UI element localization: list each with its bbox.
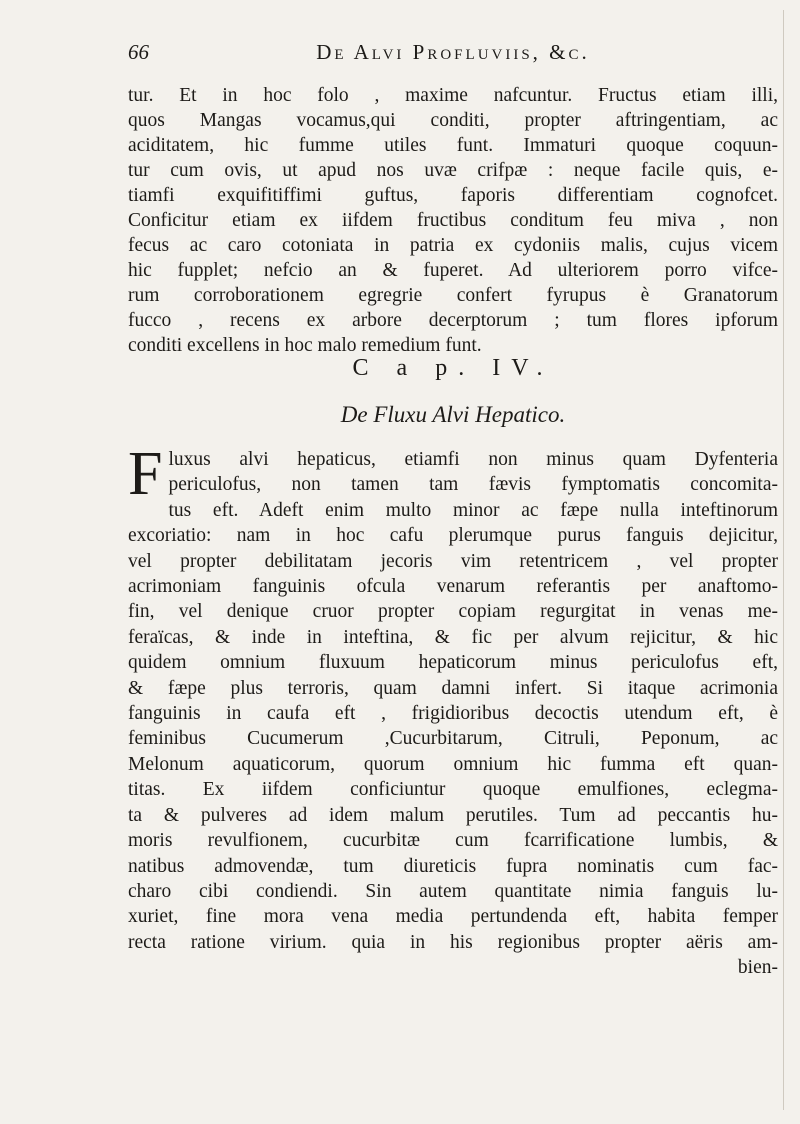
text-line: xuriet, fine mora vena media pertundenda eft, habita femper bbox=[128, 906, 778, 928]
text-line: feraïcas, & inde in inteftina, & fic per alvum rejicitur, & hic bbox=[128, 626, 778, 648]
text-line: aciditatem, hic fumme utiles funt. Immaturi quoque coquun- bbox=[128, 135, 778, 156]
catchword: bien- bbox=[737, 957, 778, 979]
drop-cap: F bbox=[128, 440, 163, 508]
text-line: fucco , recens ex arbore decerptorum ; tum flores ipforum bbox=[128, 310, 778, 331]
text-line: luxus alvi hepaticus, etiamfi non minus quam Dyfenteria bbox=[168, 449, 778, 470]
text-line: Conficitur etiam ex iifdem fructibus conditum feu miva , non bbox=[128, 210, 778, 231]
text-line: fin, vel denique cruor propter copiam regurgitat in venas me- bbox=[128, 601, 778, 623]
text-line: moris revulfionem, cucurbitæ cum fcarrificatione lumbis, & bbox=[128, 830, 778, 852]
text-line: titas. Ex iifdem conficiuntur quoque emulfiones, eclegma- bbox=[128, 779, 778, 801]
chapter-title: De Fluxu Alvi Hepatico. bbox=[340, 402, 566, 427]
text-line: vel propter debilitatam jecoris vim retentricem , vel propter bbox=[128, 550, 778, 572]
text-line: ta & pulveres ad idem malum perutiles. Tum ad peccantis hu- bbox=[128, 804, 778, 826]
page-number: 66 bbox=[128, 40, 149, 64]
text-line: rum corroborationem egregrie confert fyrupus è Granatorum bbox=[128, 285, 778, 306]
running-head: De Alvi Profluviis, &c. bbox=[316, 40, 590, 64]
text-line: excoriatio: nam in hoc cafu plerumque purus fanguis dejicitur, bbox=[128, 525, 778, 547]
text-line: Melonum aquaticorum, quorum omnium hic fumma eft quan- bbox=[128, 753, 778, 775]
chapter-body bbox=[128, 440, 778, 981]
text-line: conditi excellens in hoc malo remedium funt. bbox=[128, 335, 482, 356]
text-line: recta ratione virium. quia in his regionibus propter aëris am- bbox=[128, 931, 778, 953]
page-edge bbox=[783, 10, 784, 1110]
text-line: tur cum ovis, ut apud nos uvæ crifpæ : neque facile quis, e- bbox=[128, 160, 778, 181]
text-line: hic fupplet; nefcio an & fuperet. Ad ulteriorem porro vifce- bbox=[128, 260, 778, 281]
paragraph-continuation bbox=[128, 83, 778, 358]
text-line: natibus admovendæ, tum diureticis fupra nominatis cum fac- bbox=[128, 855, 778, 877]
text-line: fecus ac caro cotoniata in patria ex cydoniis malis, cujus vicem bbox=[128, 235, 778, 256]
page-header bbox=[128, 40, 778, 80]
text-line: tus eft. Adeft enim multo minor ac fæpe nulla inteftinorum bbox=[168, 499, 778, 521]
chapter-heading: C a p. IV. bbox=[352, 355, 554, 381]
text-line: periculofus, non tamen tam fævis fymptomatis concomita- bbox=[168, 474, 778, 496]
text-line: fanguinis in caufa eft , frigidioribus decoctis utendum eft, è bbox=[128, 703, 778, 725]
text-line: quos Mangas vocamus,qui conditi, propter aftringentiam, ac bbox=[128, 110, 778, 131]
text-line: charo cibi condiendi. Sin autem quantitate nimia fanguis lu- bbox=[128, 880, 778, 902]
text-line: & fæpe plus terroris, quam damni infert. Si itaque acrimonia bbox=[128, 677, 778, 699]
text-line: acrimoniam fanguinis ofcula venarum referantis per anaftomo- bbox=[128, 576, 778, 598]
text-line: tur. Et in hoc folo , maxime nafcuntur. Fructus etiam illi, bbox=[128, 85, 778, 106]
text-line: quidem omnium fluxuum hepaticorum minus periculofus eft, bbox=[128, 652, 778, 674]
text-line: feminibus Cucumerum ,Cucurbitarum, Citruli, Peponum, ac bbox=[128, 728, 778, 750]
text-line: tiamfi exquifitiffimi guftus, faporis differentiam cognofcet. bbox=[128, 185, 778, 206]
